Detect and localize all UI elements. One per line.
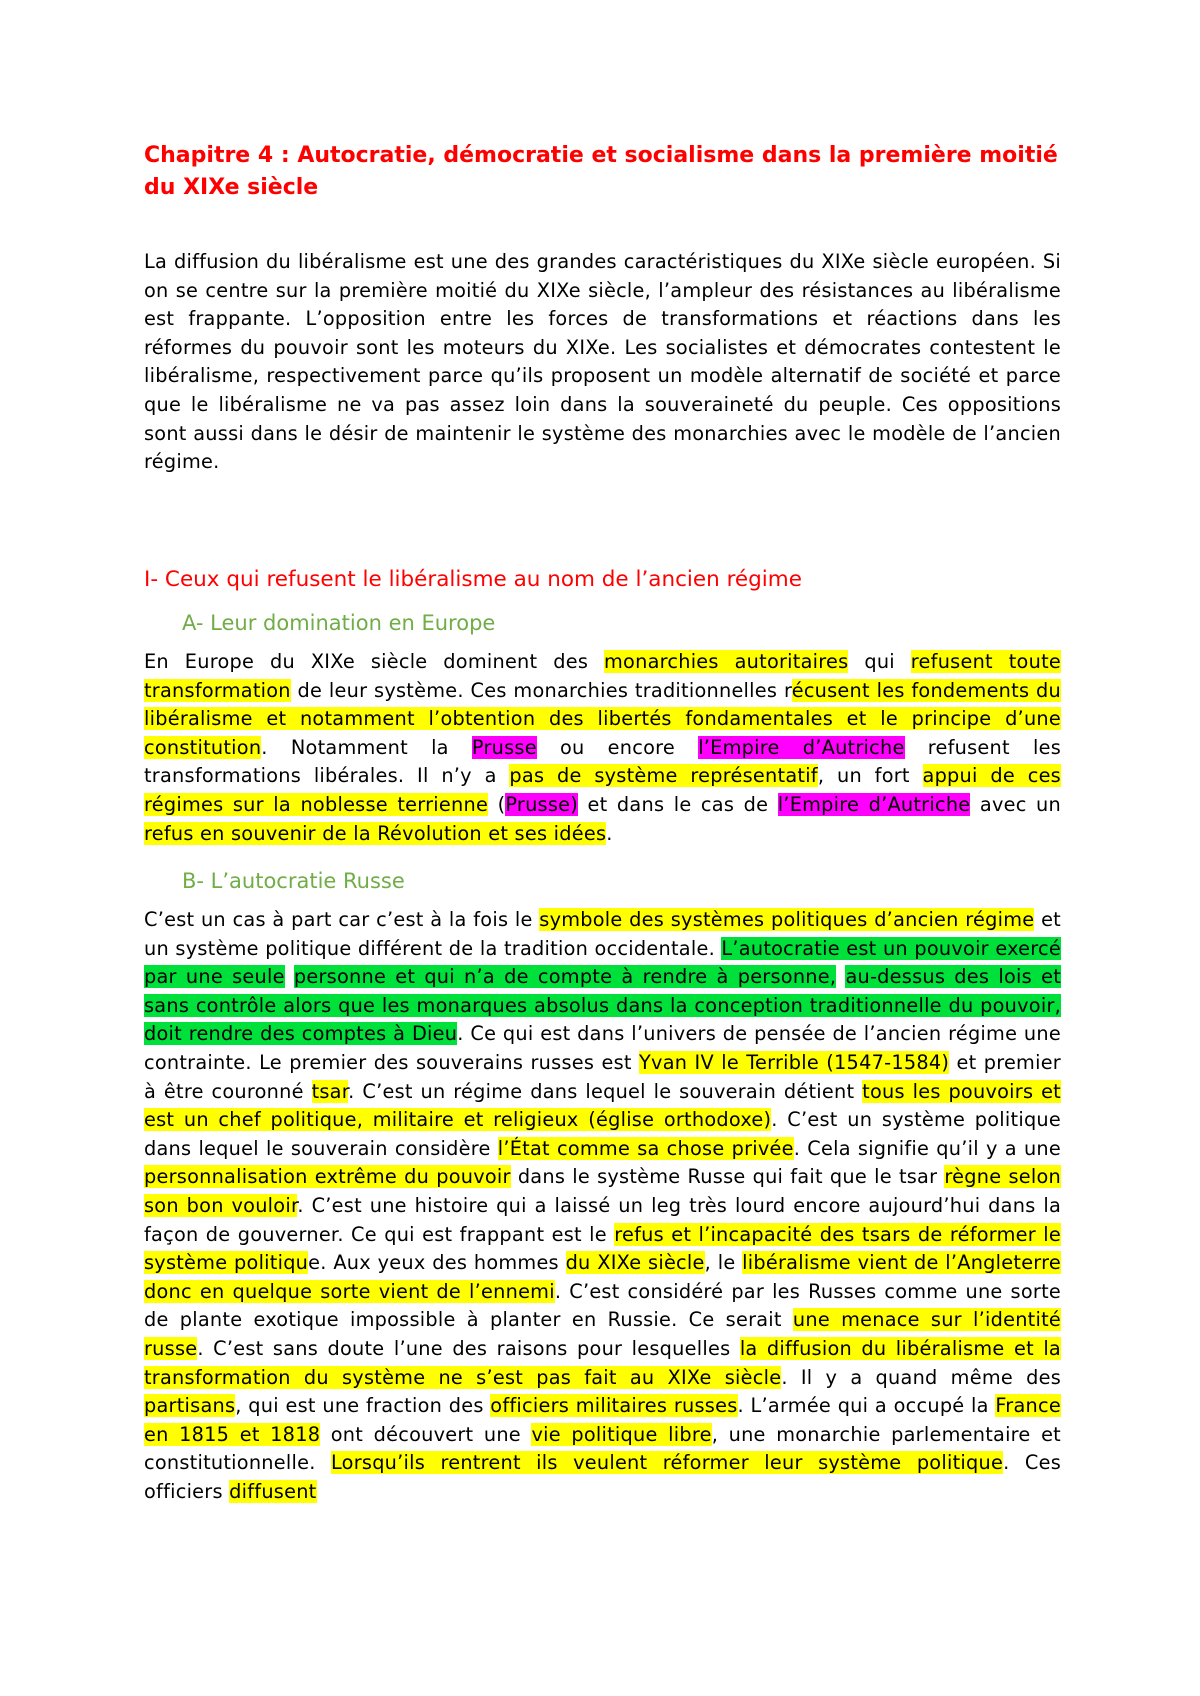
text-run: et dans le cas de xyxy=(578,792,778,816)
text-run: . Ce qui est dans l’univers de pensée de l’ancien régime une contrainte. Le premier des souverains russes est xyxy=(144,1022,1061,1074)
chapter-title: Chapitre 4 : Autocratie, démocratie et socialisme dans la première moitié du XIXe siècle xyxy=(144,143,1058,200)
text-run: . C’est une histoire qui a laissé un leg très lourd encore aujourd’hui dans la façon de gouverner. Ce qui est frappant est le xyxy=(144,1193,1062,1246)
text-run: , un fort xyxy=(817,764,923,788)
highlighted-text: personnalisation extrême du pouvoir xyxy=(144,1165,511,1189)
text-run: . Cela signifie qu’il y a une xyxy=(793,1136,1061,1160)
text-run: de leur système. Ces monarchies traditionnelles r xyxy=(290,678,792,702)
text-run: et premier à être couronné xyxy=(144,1050,1061,1103)
text-run: . xyxy=(606,821,613,845)
subsection-b-paragraph xyxy=(144,906,1061,1506)
highlighted-text: écusent les fondements du libéralisme et notamment l’obtention des libertés fondamentales et le principe d’une constitution xyxy=(144,678,1061,759)
highlighted-text: règne selon son bon vouloir xyxy=(144,1165,1062,1217)
highlighted-text: symbole des systèmes politiques d’ancien régime xyxy=(539,908,1035,931)
text-run: C’est un cas à part car c’est à la fois le xyxy=(144,908,540,931)
text-run: . C’est considéré par les Russes comme une sorte de plante exotique impossible à planter en Russie. Ce serait xyxy=(144,1279,1061,1332)
highlighted-text: du XIXe siècle xyxy=(565,1251,705,1275)
highlighted-text: personne et qui n’a de compte à rendre à personne, xyxy=(293,965,837,989)
text-run: ont découvert une xyxy=(320,1422,532,1446)
text-run: En Europe du XIXe siècle dominent des xyxy=(144,650,605,673)
highlighted-text: pas de système représentatif xyxy=(509,764,818,788)
highlighted-text: l’Empire d’Autriche xyxy=(698,735,905,759)
text-run: ou encore xyxy=(536,735,699,759)
highlighted-text: appui de ces régimes sur la noblesse terrienne xyxy=(144,764,1061,816)
text-run: , une monarchie parlementaire et constitutionnelle. xyxy=(144,1422,1061,1475)
text-run: , le xyxy=(704,1251,743,1275)
text-run xyxy=(285,965,294,988)
highlighted-text: l’Empire d’Autriche xyxy=(777,792,971,816)
highlighted-text: France en 1815 et 1818 xyxy=(144,1394,1061,1446)
highlighted-text: l’État comme sa chose privée xyxy=(497,1136,794,1160)
highlighted-text: refus et l’incapacité des tsars de réformer le système politiqu xyxy=(144,1222,1061,1275)
text-run: . Il y a quand même des xyxy=(781,1365,1062,1389)
text-run: e. Aux yeux des hommes xyxy=(308,1251,566,1275)
highlighted-text: refusent toute transformation xyxy=(144,650,1061,702)
text-run: , qui est une fraction des xyxy=(235,1394,491,1418)
highlighted-text: Lorsqu’ils rentrent ils veulent réformer leur système politique xyxy=(331,1451,1004,1475)
highlighted-text: libéralisme vient de l’Angleterre donc en quelque sorte vient de l’ennemi xyxy=(144,1251,1062,1303)
highlighted-text: officiers militaires russes xyxy=(490,1394,738,1418)
text-run: avec un xyxy=(970,792,1061,816)
text-run: . Ces officiers xyxy=(144,1451,1061,1503)
text-run: La diffusion du libéralisme est une des grandes caractéristiques du XIXe siècle européen. Si on se centre sur la première moitié du XIXe siècle, l’ampleur des résistances au libéralisme est frappante. L’opposition entre les forces de transformations et réactions dans les réformes du pouvoir sont les moteurs du XIXe. Les socialistes et démocrates contestent le libéralisme, respectivement parce qu’ils proposent un modèle alternatif de société et parce que le libéralisme ne va pas assez loin dans la souveraineté du peuple. Ces oppositions sont aussi dans le désir de maintenir le système des monarchies avec le modèle de l’ancien régime. xyxy=(144,250,1061,474)
highlighted-text: tous les pouvoirs et est un chef politique, militaire et religieux (église orthodoxe) xyxy=(144,1079,1061,1132)
highlighted-text: diffusent xyxy=(229,1479,317,1503)
highlighted-text: la diffusion du libéralisme et la transformation du système ne s’est pas fait au XIXe siècle xyxy=(144,1336,1061,1389)
text-run: . L’armée qui a occupé la xyxy=(737,1394,996,1418)
text-run: refusent les transformations libérales. Il n’y a xyxy=(144,735,1061,788)
highlighted-text: au-dessus des lois et sans contrôle alors que les monarques absolus dans la conception traditionnelle du pouvoir, doit rendre des comptes à Dieu xyxy=(144,965,1062,1046)
intro-paragraph xyxy=(144,248,1061,477)
subsection-a-paragraph xyxy=(144,648,1061,848)
text-run: . C’est sans doute l’une des raisons pour lesquelles xyxy=(197,1336,740,1360)
text-run: qui xyxy=(848,650,911,673)
highlighted-text: L’autocratie est un pouvoir exercé par une seule xyxy=(144,936,1061,989)
text-run: . Notamment la xyxy=(261,735,472,759)
highlighted-text: vie politique libre xyxy=(531,1422,712,1446)
subsection-heading-b: B- L’autocratie Russe xyxy=(182,869,405,893)
text-run: . C’est un régime dans lequel le souverain détient xyxy=(348,1079,863,1103)
highlighted-text: une menace sur l’identité russe xyxy=(144,1308,1062,1360)
section-heading-1: I- Ceux qui refusent le libéralisme au nom de l’ancien régime xyxy=(144,567,802,592)
text-run: . C’est un système politique dans lequel le souverain considère xyxy=(144,1108,1062,1160)
highlighted-text: monarchies autoritaires xyxy=(604,650,849,673)
text-run: ( xyxy=(488,792,506,816)
subsection-heading-a: A- Leur domination en Europe xyxy=(182,611,496,635)
highlighted-text: Prusse xyxy=(471,735,537,759)
highlighted-text: tsar xyxy=(311,1079,349,1103)
text-run: et un système politique différent de la tradition occidentale. xyxy=(144,908,1061,960)
highlighted-text: Yvan IV le Terrible (1547-1584) xyxy=(639,1050,950,1074)
text-run: dans le système Russe qui fait que le tsar xyxy=(510,1165,945,1189)
highlighted-text: refus en souvenir de la Révolution et ses idées xyxy=(144,821,607,845)
highlighted-text: partisans xyxy=(144,1394,236,1418)
highlighted-text: Prusse) xyxy=(505,792,579,816)
